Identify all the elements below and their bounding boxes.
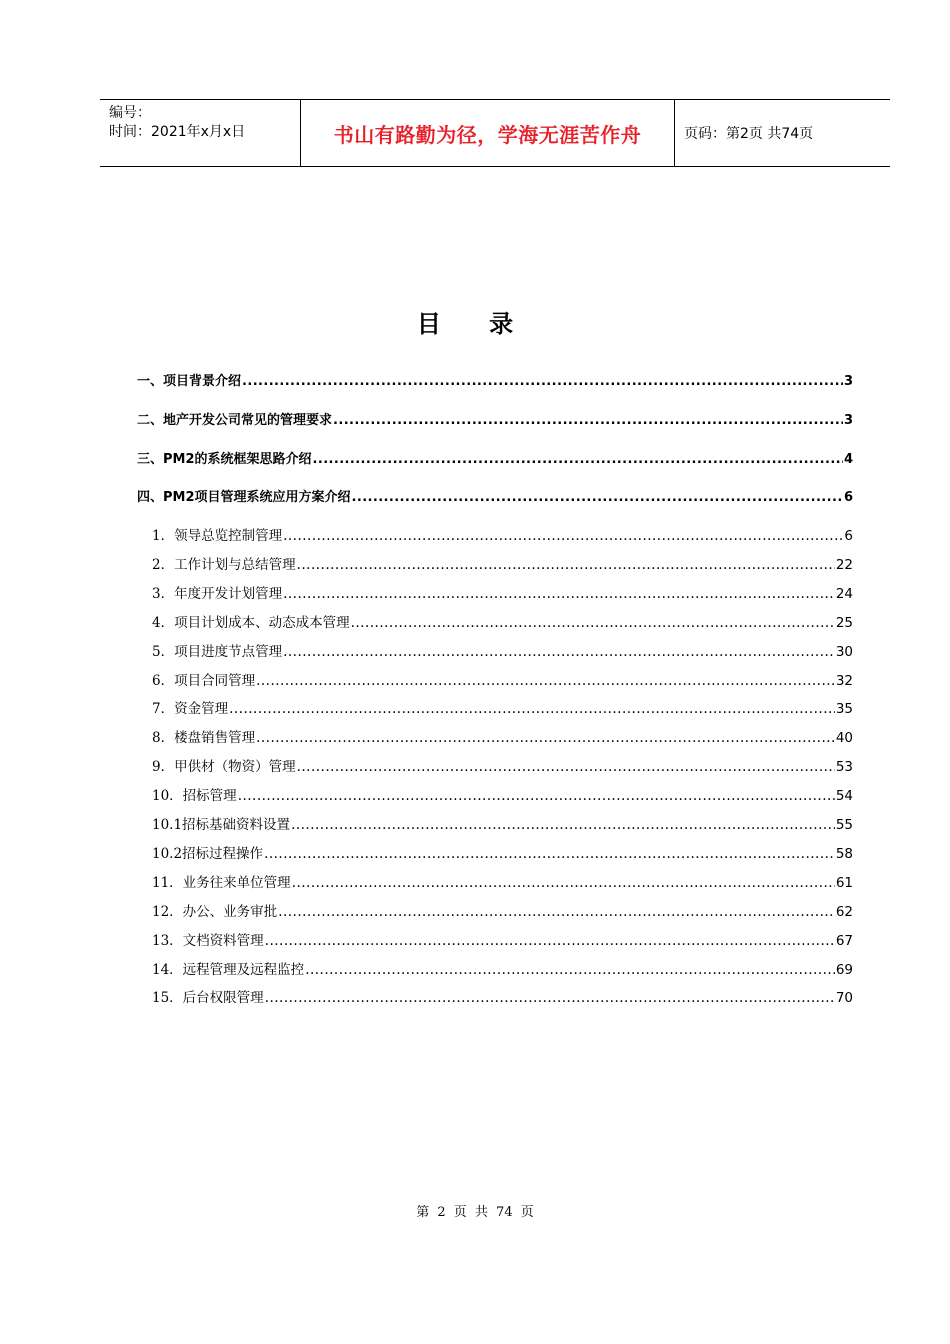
toc-entry-label: 2．工作计划与总结管理: [152, 556, 296, 573]
toc-leader-dots: [292, 875, 835, 891]
toc-entry-page: 62: [835, 903, 853, 920]
toc-entry-page: 6: [844, 528, 853, 544]
toc-entry[interactable]: [137, 611, 853, 631]
toc-entry-page: 32: [835, 672, 853, 689]
toc-entry-page: 3: [843, 374, 853, 389]
toc-entry[interactable]: [137, 842, 853, 862]
toc-entry[interactable]: [137, 726, 853, 746]
toc-entry[interactable]: [137, 697, 853, 717]
toc-entry-page: 25: [835, 614, 853, 631]
toc-entry-page: 54: [835, 788, 853, 805]
toc-entry[interactable]: [137, 409, 853, 428]
header-page-cell: [675, 100, 890, 166]
toc-leader-dots: [297, 759, 835, 775]
toc-title: 目 录: [416, 309, 534, 338]
toc-entry-page: 4: [843, 452, 853, 467]
toc-leader-dots: [283, 644, 835, 660]
toc-entry-label: 5．项目进度节点管理: [152, 643, 283, 660]
toc-entry-label: 二、地产开发公司常见的管理要求: [137, 413, 333, 428]
toc-leader-dots: [265, 933, 835, 949]
toc-entry[interactable]: [137, 813, 853, 833]
toc-entry-page: 35: [835, 701, 853, 718]
toc-entry[interactable]: [137, 582, 853, 602]
toc-leader-dots: [352, 490, 843, 505]
toc-entry-label: 一、项目背景介绍: [137, 374, 242, 389]
toc-entry[interactable]: [137, 929, 853, 949]
toc-entry[interactable]: [137, 486, 853, 505]
toc-leader-dots: [283, 528, 843, 544]
toc-entry-label: 三、PM2的系统框架思路介绍: [137, 452, 312, 467]
toc-entry-label: 1．领导总览控制管理: [152, 528, 283, 544]
toc-entry-page: 58: [835, 845, 853, 862]
toc-entry-label: 12．办公、业务审批: [152, 903, 278, 920]
toc-entry[interactable]: [137, 900, 853, 920]
toc-entry[interactable]: [137, 669, 853, 689]
toc-leader-dots: [229, 701, 835, 717]
toc-entry[interactable]: [137, 784, 853, 804]
toc-leader-dots: [242, 374, 843, 389]
toc-leader-dots: [305, 962, 835, 978]
toc-entry[interactable]: [137, 370, 853, 389]
toc-entry-page: 3: [843, 413, 853, 428]
toc-entry[interactable]: [137, 640, 853, 660]
toc-entry-label: 10．招标管理: [152, 788, 237, 805]
toc-entry[interactable]: [137, 986, 853, 1006]
number-label: 编号：: [109, 105, 151, 121]
toc-entry-label: 10.1招标基础资料设置: [152, 817, 291, 833]
toc-entry-page: 70: [835, 990, 853, 1007]
page-footer: 第 2 页 共 74 页: [416, 1205, 534, 1220]
toc-leader-dots: [264, 846, 835, 862]
toc-leader-dots: [256, 730, 835, 746]
toc-leader-dots: [238, 788, 835, 804]
toc-entry-label: 8．楼盘销售管理: [152, 730, 256, 747]
toc-entry-label: 7．资金管理: [152, 701, 229, 718]
toc-leader-dots: [333, 413, 843, 428]
toc-entry[interactable]: [137, 553, 853, 573]
toc-leader-dots: [278, 904, 835, 920]
toc-entry-page: 30: [835, 643, 853, 660]
toc-entry-label: 9．甲供材（物资）管理: [152, 759, 296, 776]
toc-leader-dots: [291, 817, 835, 833]
toc-entry[interactable]: [137, 871, 853, 891]
header-meta: [100, 100, 301, 166]
toc-entry[interactable]: [137, 958, 853, 978]
time-label: 时间：2021年x月x日: [109, 124, 246, 140]
toc-leader-dots: [265, 990, 835, 1006]
toc-entry-label: 15．后台权限管理: [152, 990, 264, 1007]
toc-entry-page: 61: [835, 874, 853, 891]
page-label: 页码：第2页 共74页: [684, 126, 814, 142]
toc-entry-label: 四、PM2项目管理系统应用方案介绍: [137, 490, 351, 505]
toc-entry-page: 69: [835, 961, 853, 978]
toc-entry-label: 11．业务往来单位管理: [152, 874, 291, 891]
toc-entry-label: 4．项目计划成本、动态成本管理: [152, 614, 350, 631]
motto: 书山有路勤为径，学海无涯苦作舟: [333, 122, 642, 147]
toc-entry-label: 10.2招标过程操作: [152, 845, 264, 862]
toc-entry-page: 55: [835, 817, 853, 833]
toc-entry-page: 67: [835, 932, 853, 949]
toc-entry-page: 6: [843, 490, 853, 505]
toc-entry-label: 6．项目合同管理: [152, 672, 256, 689]
toc-entry-label: 14．远程管理及远程监控: [152, 961, 305, 978]
toc-entry[interactable]: [137, 755, 853, 775]
toc-leader-dots: [313, 452, 843, 467]
toc-entry-page: 22: [835, 556, 853, 573]
toc-entry[interactable]: [137, 524, 853, 544]
header-motto-cell: [301, 100, 675, 166]
toc-entry-page: 53: [835, 759, 853, 776]
toc-entry-label: 13．文档资料管理: [152, 932, 264, 949]
toc-leader-dots: [256, 673, 835, 689]
toc-leader-dots: [351, 615, 835, 631]
toc-entry-page: 40: [835, 730, 853, 747]
toc-entry-label: 3．年度开发计划管理: [152, 585, 283, 602]
toc-entry[interactable]: [137, 448, 853, 467]
toc-entry-page: 24: [835, 585, 853, 602]
toc-leader-dots: [283, 586, 835, 602]
toc-leader-dots: [297, 557, 835, 573]
page-header: [100, 99, 890, 167]
